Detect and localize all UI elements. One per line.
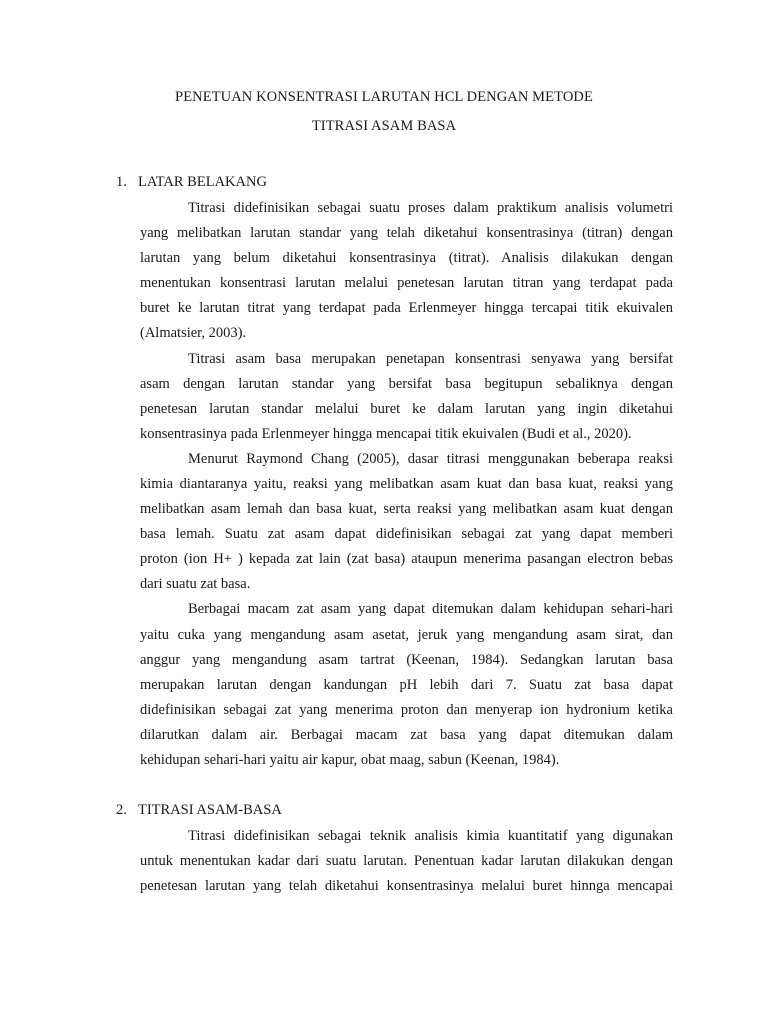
paragraph-line: dilarutkan dalam air. Berbagai macam zat basa yang dapat ditemukan dalam [140, 727, 673, 743]
paragraph-line: asam dengan larutan standar yang bersifat basa begitupun sebaliknya dengan [140, 376, 673, 392]
paragraph-line: larutan yang belum diketahui konsentrasinya (titrat). Analisis dilakukan dengan [140, 250, 673, 266]
paragraph-line: penetesan larutan standar melalui buret ke dalam larutan yang ingin diketahui [140, 401, 673, 417]
paragraph-line: melibatkan asam lemah dan basa kuat, serta reaksi yang melibatkan asam kuat dengan [140, 501, 673, 517]
document-title-line-1: PENETUAN KONSENTRASI LARUTAN HCL DENGAN METODE [175, 89, 593, 105]
paragraph-line: proton (ion H+ ) kepada zat lain (zat basa) ataupun menerima pasangan electron bebas [140, 551, 673, 567]
paragraph-line: kehidupan sehari-hari yaitu air kapur, obat maag, sabun (Keenan, 1984). [140, 752, 560, 768]
paragraph-line: menentukan konsentrasi larutan melalui penetesan larutan titran yang terdapat pada [140, 275, 673, 291]
paragraph-line: basa lemah. Suatu zat asam dapat didefinisikan sebagai zat yang dapat memberi [140, 526, 673, 542]
paragraph-line: Titrasi asam basa merupakan penetapan konsentrasi senyawa yang bersifat [188, 351, 673, 367]
section-title: TITRASI ASAM-BASA [138, 802, 282, 818]
paragraph-line: Titrasi didefinisikan sebagai teknik analisis kimia kuantitatif yang digunakan [188, 828, 673, 844]
section-number: 1. [116, 174, 127, 190]
paragraph-line: yang melibatkan larutan standar yang telah diketahui konsentrasinya (titran) dengan [140, 225, 673, 241]
paragraph-line: konsentrasinya pada Erlenmeyer hingga mencapai titik ekuivalen (Budi et al., 2020). [140, 426, 632, 442]
paragraph-line: kimia diantaranya yaitu, reaksi yang melibatkan asam kuat dan basa kuat, reaksi yang [140, 476, 673, 492]
paragraph-line: yaitu cuka yang mengandung asam asetat, jeruk yang mengandung asam sirat, dan [140, 627, 673, 643]
paragraph-line: Menurut Raymond Chang (2005), dasar titrasi menggunakan beberapa reaksi [188, 451, 673, 467]
paragraph-line: Titrasi didefinisikan sebagai suatu proses dalam praktikum analisis volumetri [188, 200, 673, 216]
paragraph-line: merupakan larutan dengan kandungan pH lebih dari 7. Suatu zat basa dapat [140, 677, 673, 693]
document-title-line-2: TITRASI ASAM BASA [311, 118, 457, 134]
paragraph-line: dari suatu zat basa. [140, 576, 251, 592]
paragraph-line: (Almatsier, 2003). [140, 325, 247, 341]
paragraph-line: Berbagai macam zat asam yang dapat ditemukan dalam kehidupan sehari-hari [188, 601, 673, 617]
paragraph-line: buret ke larutan titrat yang terdapat pada Erlenmeyer hingga tercapai titik ekuivalen [140, 300, 673, 316]
section-number: 2. [116, 802, 127, 818]
paragraph-line: didefinisikan sebagai zat yang menerima proton dan menyerap ion hydronium ketika [140, 702, 673, 718]
paragraph-line: penetesan larutan yang telah diketahui konsentrasinya melalui buret hinnga mencapai [140, 878, 673, 894]
section-heading-latar-belakang [116, 174, 267, 191]
paragraph-line: anggur yang mengandung asam tartrat (Keenan, 1984). Sedangkan larutan basa [140, 652, 673, 668]
section-title: LATAR BELAKANG [138, 174, 267, 190]
paragraph-line: untuk menentukan kadar dari suatu larutan. Penentuan kadar larutan dilakukan dengan [140, 853, 673, 869]
section-heading-titrasi-asam-basa [116, 802, 282, 819]
